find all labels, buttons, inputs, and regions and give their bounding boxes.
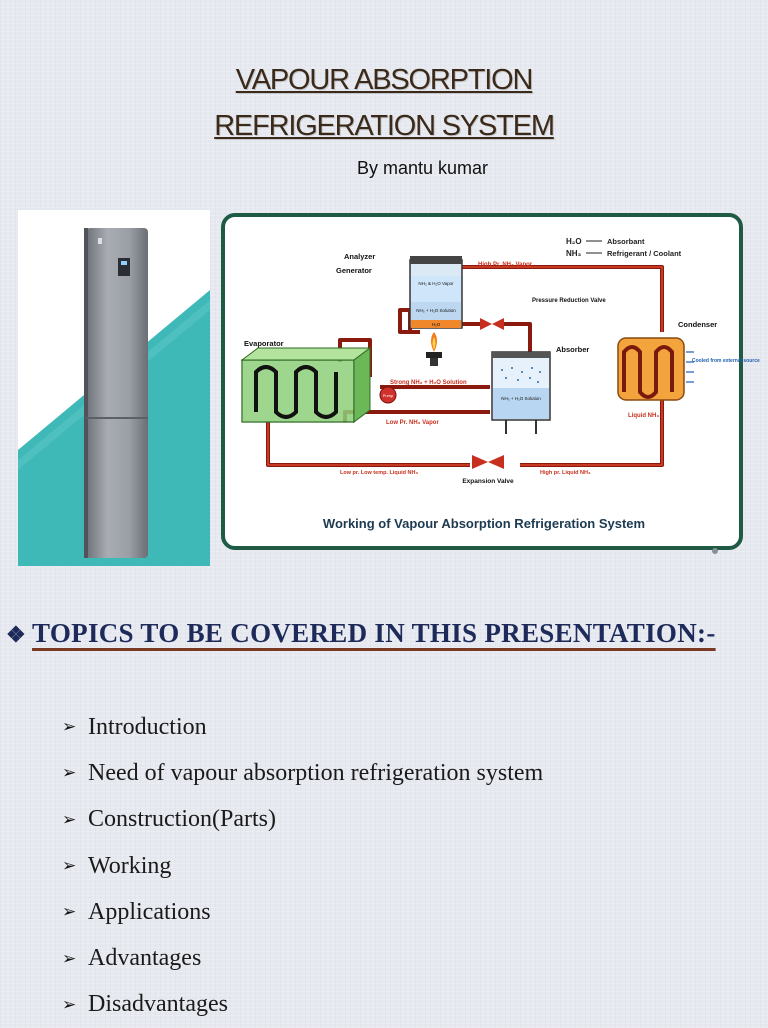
topic-text: Disadvantages (88, 991, 228, 1018)
topic-text: Applications (88, 898, 211, 925)
topics-heading (6, 618, 716, 649)
arrow-bullet-icon: ➢ (62, 717, 77, 737)
slide-title-line-1: VAPOUR ABSORPTION (235, 64, 533, 96)
condenser-label: Condenser (678, 320, 718, 329)
arrow-bullet-icon: ➢ (62, 994, 77, 1014)
decorative-dot (712, 548, 718, 554)
legend-refrigerant-label: Refrigerant / Coolant (607, 249, 682, 258)
absorber-label: Absorber (556, 345, 590, 354)
high-pr-liquid-label: High pr. Liquid NH₃ (540, 470, 591, 476)
slide-title-line-2: REFRIGERATION SYSTEM (214, 110, 554, 142)
topic-text: Advantages (88, 945, 202, 972)
list-item (62, 843, 543, 889)
list-item (62, 935, 543, 981)
arrow-bullet-icon: ➢ (62, 948, 77, 968)
legend-absorbant-label: Absorbant (607, 237, 645, 246)
list-item (62, 750, 543, 796)
generator-vapor-label: NH₃ & H₂O Vapor (418, 281, 454, 286)
list-item (62, 797, 543, 843)
low-pr-vapor-label: Low Pr. NH₃ Vapor (386, 420, 439, 426)
topic-text: Construction(Parts) (88, 806, 276, 833)
evaporator-label: Evaporator (244, 339, 284, 348)
topic-text: Working (88, 852, 172, 879)
topic-text: Need of vapour absorption refrigeration system (88, 759, 544, 786)
topics-heading-text: TOPICS TO BE COVERED IN THIS PRESENTATION:- (32, 618, 716, 648)
arrow-bullet-icon: ➢ (62, 856, 77, 876)
liquid-nh3-label: Liquid NH₃ (628, 413, 660, 419)
arrow-bullet-icon: ➢ (62, 809, 77, 829)
arrow-bullet-icon: ➢ (62, 902, 77, 922)
generator-solution-label: NH₃ + H₂O Solution (416, 308, 456, 313)
topics-list (62, 704, 543, 1028)
analyzer-label: Analyzer (344, 252, 376, 261)
low-pr-liquid-label: Low pr. Low temp. Liquid NH₃ (340, 470, 419, 476)
list-item (62, 982, 543, 1028)
high-pr-vapor-label: High Pr. NH₃ Vapor (478, 262, 533, 268)
refrigerator-image (18, 210, 210, 566)
strong-solution-label: Strong NH₃ + H₂O Solution (390, 380, 467, 386)
svg-text:H₂O: H₂O (566, 237, 582, 246)
pressure-valve-label: Pressure Reduction Valve (532, 298, 606, 304)
generator-water-label: H₂O (431, 322, 441, 327)
cooled-label: Cooled from external source (692, 358, 760, 364)
diagram-caption: Working of Vapour Absorption Refrigeration System (322, 516, 646, 531)
pump-label: Pump (382, 393, 394, 398)
expansion-valve-label: Expansion Valve (462, 478, 514, 485)
svg-text:NH₃: NH₃ (566, 249, 582, 258)
list-item (62, 704, 543, 750)
absorber-solution-label: NH₃ + H₂O Solution (501, 396, 541, 401)
arrow-bullet-icon: ➢ (62, 763, 77, 783)
list-item (62, 889, 543, 935)
diamond-bullet-icon: ❖ (6, 622, 27, 647)
author-line: By mantu kumar (357, 158, 489, 178)
topic-text: Introduction (88, 713, 207, 740)
generator-label: Generator (336, 266, 372, 275)
absorption-diagram (220, 212, 760, 552)
